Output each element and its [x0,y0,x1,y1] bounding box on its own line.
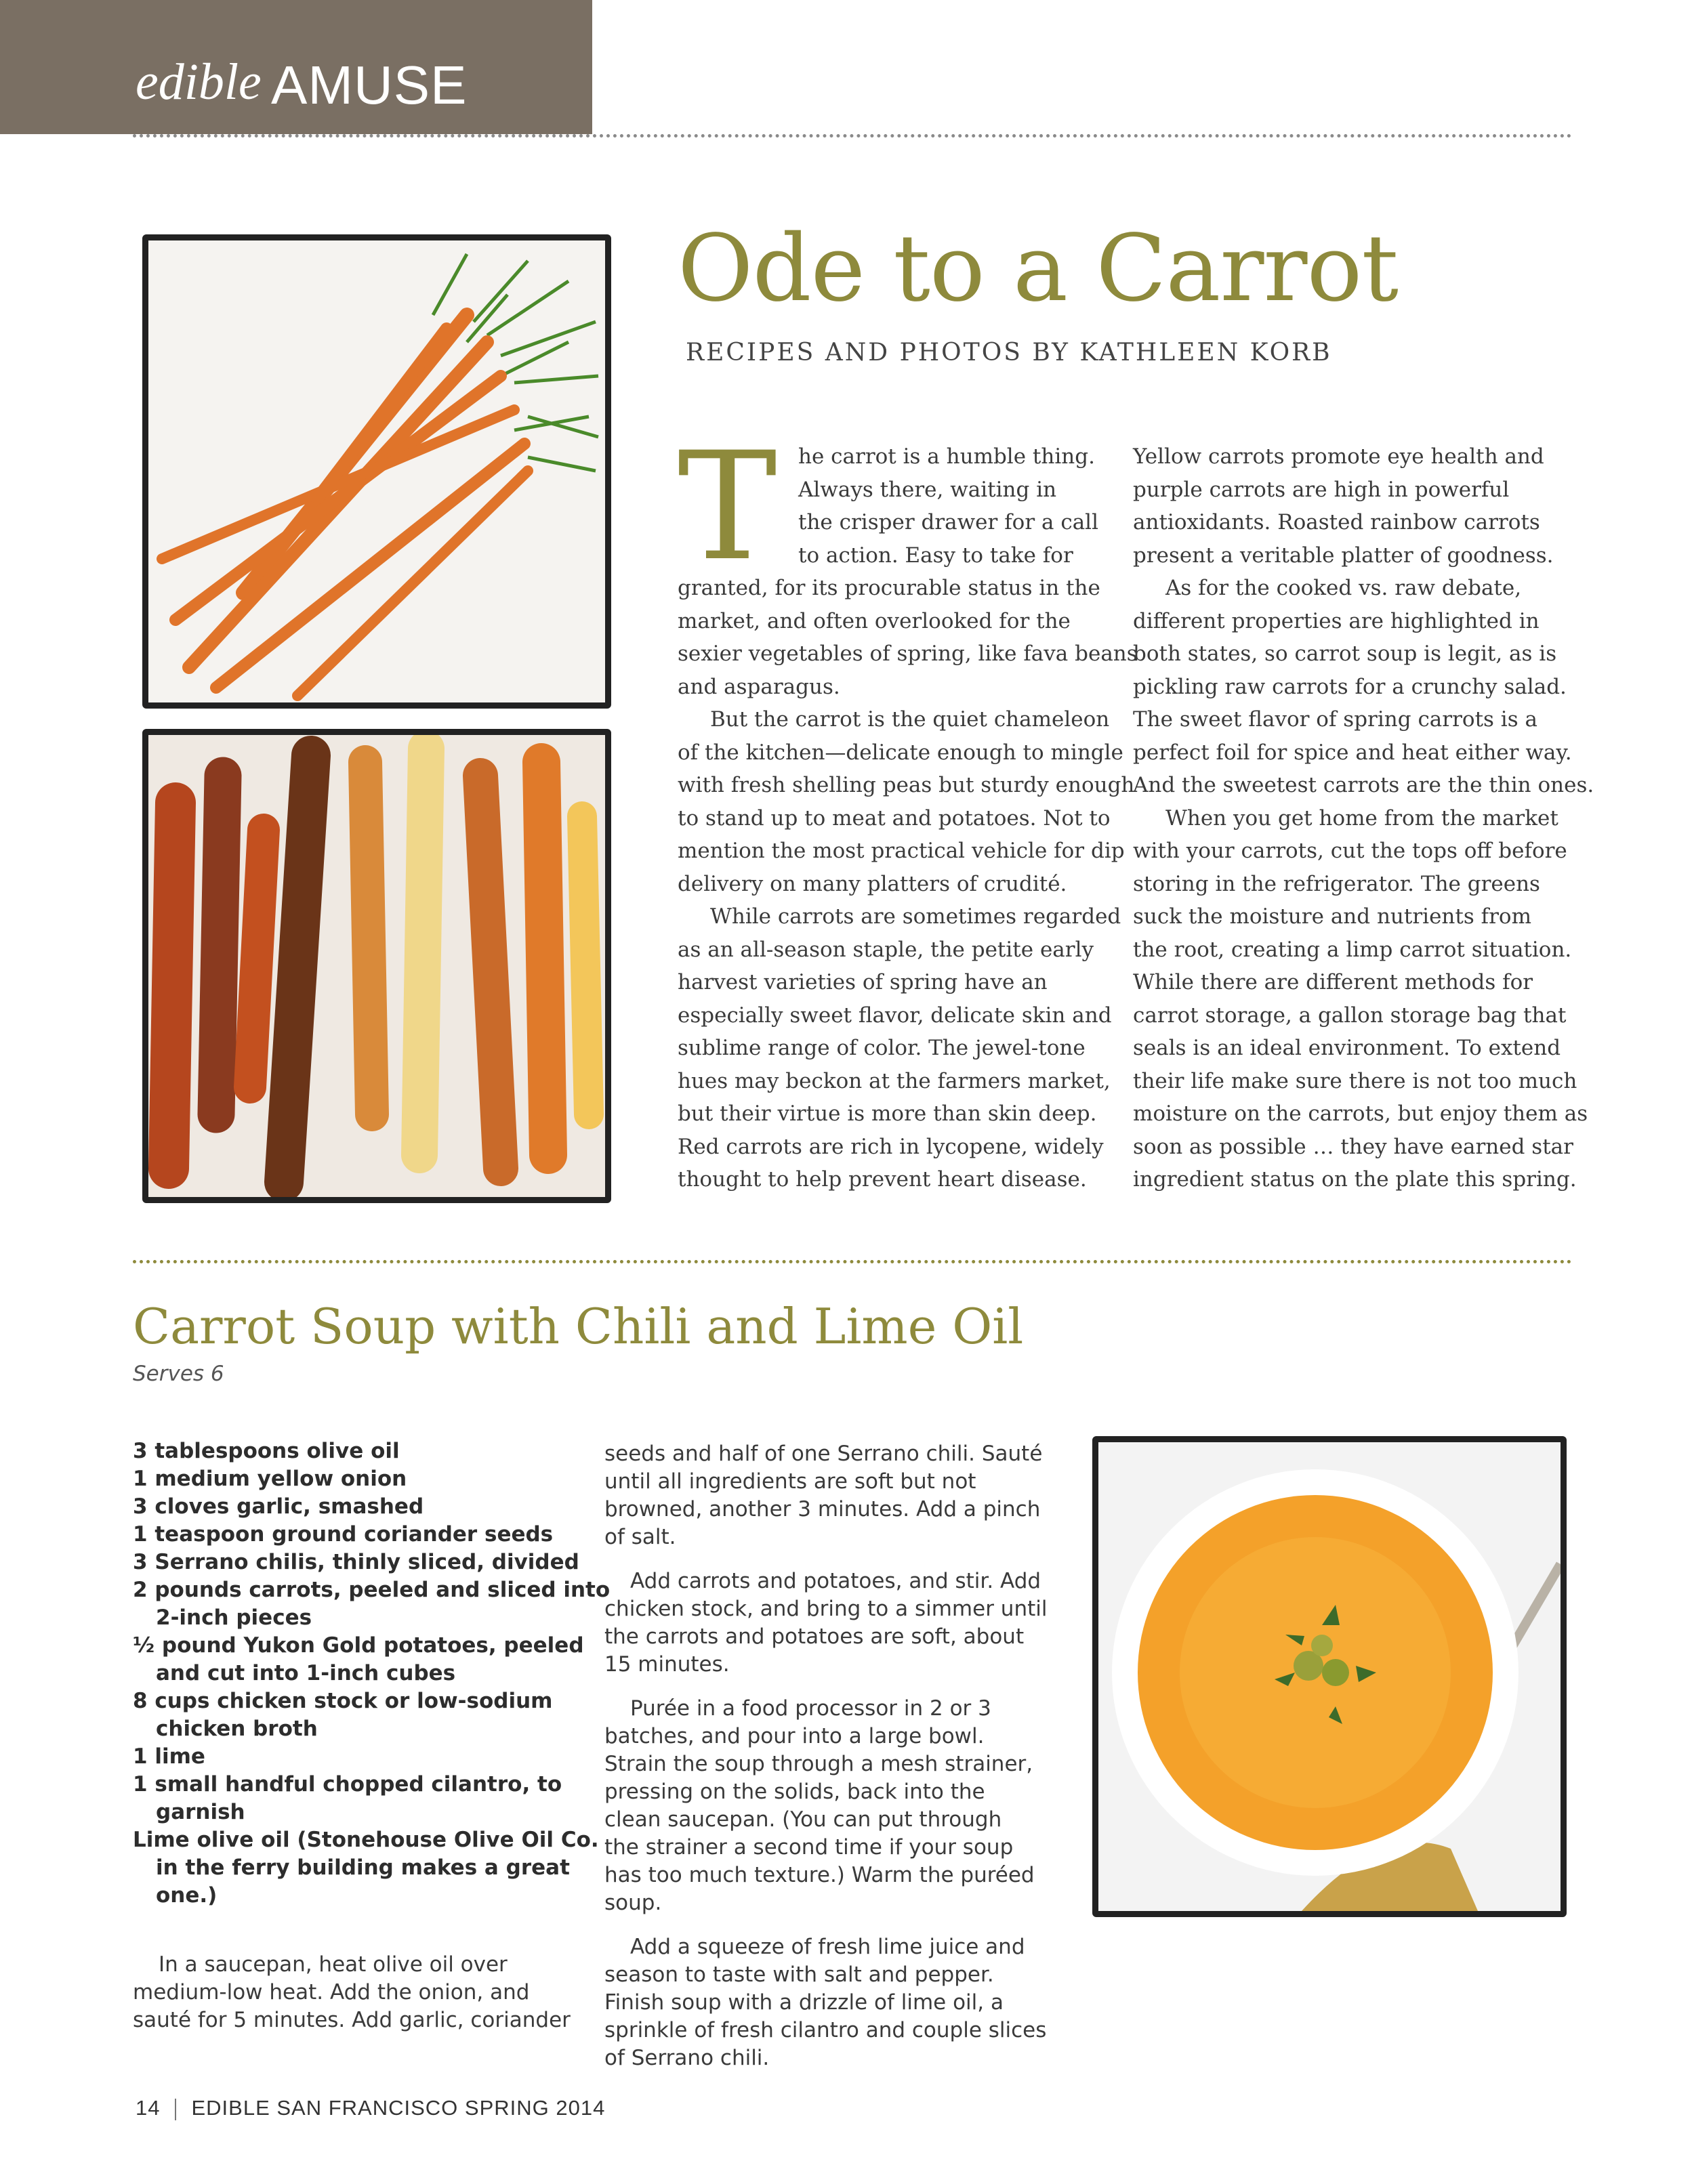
method-line: Purée in a food processor in 2 or 3 [630,1696,991,1721]
ingredient-item: and cut into 1-inch cubes [156,1661,456,1685]
article-column-2 [1133,440,1594,1196]
method-column-1 [133,1951,571,2034]
text-line: harvest varieties of spring have an [678,970,1048,994]
text-line: The sweet flavor of spring carrots is a [1133,707,1537,732]
method-line: Strain the soup through a mesh strainer, [604,1752,1033,1776]
ingredient-item: 3 tablespoons olive oil [133,1439,400,1463]
ingredient-item: 1 medium yellow onion [133,1467,407,1491]
ingredient-item: 2 pounds carrots, peeled and sliced into [133,1578,611,1602]
ingredient-item: 2-inch pieces [156,1605,312,1630]
text-line: sexier vegetables of spring, like fava beans [678,642,1138,666]
text-line: of the kitchen—delicate enough to mingle [678,740,1123,765]
recipe-serves: Serves 6 [133,1362,224,1386]
text-line: ingredient status on the plate this spring. [1133,1167,1577,1192]
ingredient-item: garnish [156,1800,245,1824]
text-line: While there are different methods for [1133,970,1533,994]
text-line: hues may beckon at the farmers market, [678,1068,1111,1093]
method-line: Finish soup with a drizzle of lime oil, a [604,1990,1004,2015]
method-line: Add a squeeze of fresh lime juice and [630,1935,1025,1959]
paragraph-gap [604,1679,1052,1695]
ingredient-item: 1 lime [133,1744,205,1769]
text-line: moisture on the carrots, but enjoy them as [1133,1101,1588,1126]
paragraph-gap [604,1917,1052,1933]
text-line: But the carrot is the quiet chameleon [710,707,1110,732]
text-line: to stand up to meat and potatoes. Not to [678,805,1111,831]
article-column-1 [678,420,1138,1196]
photo-raw-carrots [142,234,611,709]
text-line: perfect foil for spice and heat either way. [1133,740,1572,765]
section-header [0,0,592,134]
section-title: AMUSE [271,55,468,115]
text-line: delivery on many platters of crudité. [678,871,1067,896]
text-line: purple carrots are high in powerful [1133,477,1510,502]
text-line: to action. Easy to take for [798,543,1073,568]
text-line: thought to help prevent heart disease. [678,1167,1087,1192]
method-line: chicken stock, and bring to a simmer until [604,1597,1048,1621]
photo-roasted-carrots [142,729,611,1203]
ingredient-item: 3 cloves garlic, smashed [133,1494,424,1519]
method-line: In a saucepan, heat olive oil over [159,1952,508,1977]
method-column-2 [604,1440,1052,2072]
section-italic-label: edible [136,54,262,110]
text-line: he carrot is a humble thing. [798,444,1095,469]
text-line: both states, so carrot soup is legit, as is [1133,642,1557,666]
ingredient-item: one.) [156,1883,218,1908]
text-line: antioxidants. Roasted rainbow carrots [1133,510,1540,534]
text-line: carrot storage, a gallon storage bag that [1133,1003,1567,1028]
section-divider [133,1260,1572,1263]
text-line: with your carrots, cut the tops off before [1133,839,1567,863]
text-line: As for the cooked vs. raw debate, [1165,576,1522,600]
text-line: with fresh shelling peas but sturdy enough [678,773,1135,797]
method-line: clean saucepan. (You can put through [604,1807,1002,1832]
text-line: their life make sure there is not too much [1133,1068,1577,1093]
text-line: as an all-season staple, the petite early [678,937,1094,962]
drop-cap: T [678,420,777,593]
ingredient-item: 3 Serrano chilis, thinly sliced, divided [133,1550,579,1574]
publication-name: EDIBLE SAN FRANCISCO SPRING 2014 [191,2096,606,2120]
page-number: 14 [136,2096,161,2120]
ingredient-item: chicken broth [156,1717,318,1741]
method-line: has too much texture.) Warm the puréed [604,1863,1035,1887]
paragraph-gap [604,1551,1052,1568]
text-line: different properties are highlighted in [1133,608,1540,633]
recipe-title: Carrot Soup with Chili and Lime Oil [133,1298,1024,1355]
text-line: soon as possible … they have earned star [1133,1134,1573,1159]
text-line: seals is an ideal environment. To extend [1133,1036,1561,1060]
ingredient-item: in the ferry building makes a great [156,1855,570,1880]
ingredient-item: 8 cups chicken stock or low-sodium [133,1689,553,1713]
page-footer [136,2096,605,2120]
method-line: season to taste with salt and pepper. [604,1962,994,1987]
method-line: soup. [604,1891,662,1915]
text-line: mention the most practical vehicle for dip [678,839,1125,863]
method-line: until all ingredients are soft but not [604,1469,976,1494]
footer-separator [175,2099,176,2120]
text-line: Red carrots are rich in lycopene, widely [678,1134,1104,1159]
text-line: sublime range of color. The jewel-tone [678,1036,1086,1060]
method-line: pressing on the solids, back into the [604,1780,985,1804]
method-line: batches, and pour into a large bowl. [604,1724,985,1748]
method-line: of Serrano chili. [604,2046,770,2070]
photo-carrot-soup [1092,1436,1567,1917]
method-line: Add carrots and potatoes, and stir. Add [630,1569,1041,1593]
text-line: but their virtue is more than skin deep. [678,1101,1097,1126]
article-title: Ode to a Carrot [678,215,1399,322]
method-line: medium-low heat. Add the onion, and [133,1980,530,2004]
ingredients-list [133,1437,610,1910]
text-line: Yellow carrots promote eye health and [1133,444,1544,469]
method-line: 15 minutes. [604,1652,730,1677]
method-line: sauté for 5 minutes. Add garlic, coriander [133,2008,571,2032]
text-line: and asparagus. [678,674,840,699]
method-line: seeds and half of one Serrano chili. Sauté [604,1442,1043,1466]
text-line: the crisper drawer for a call [798,510,1099,534]
article-byline: RECIPES AND PHOTOS BY KATHLEEN KORB [686,339,1332,366]
text-line: When you get home from the market [1165,805,1558,831]
text-line: And the sweetest carrots are the thin ones. [1133,773,1594,797]
method-line: of salt. [604,1525,676,1549]
text-line: storing in the refrigerator. The greens [1133,871,1540,896]
method-line: the carrots and potatoes are soft, about [604,1624,1025,1649]
text-line: suck the moisture and nutrients from [1133,904,1531,929]
method-line: sprinkle of fresh cilantro and couple slices [604,2018,1047,2042]
ingredient-item: 1 small handful chopped cilantro, to [133,1772,562,1797]
text-line: present a veritable platter of goodness. [1133,543,1554,568]
method-line: browned, another 3 minutes. Add a pinch [604,1497,1041,1521]
ingredient-item: ½ pound Yukon Gold potatoes, peeled [133,1633,584,1658]
text-line: the root, creating a limp carrot situation. [1133,937,1572,962]
text-line: pickling raw carrots for a crunchy salad. [1133,674,1567,699]
text-line: Always there, waiting in [798,477,1057,502]
text-line: especially sweet flavor, delicate skin and [678,1003,1112,1028]
text-line: granted, for its procurable status in the [678,576,1100,600]
text-line: market, and often overlooked for the [678,608,1071,633]
ingredient-item: Lime olive oil (Stonehouse Olive Oil Co. [133,1828,599,1852]
top-divider [133,134,1572,138]
text-line: While carrots are sometimes regarded [710,904,1121,929]
method-line: the strainer a second time if your soup [604,1835,1014,1860]
ingredient-item: 1 teaspoon ground coriander seeds [133,1522,554,1547]
